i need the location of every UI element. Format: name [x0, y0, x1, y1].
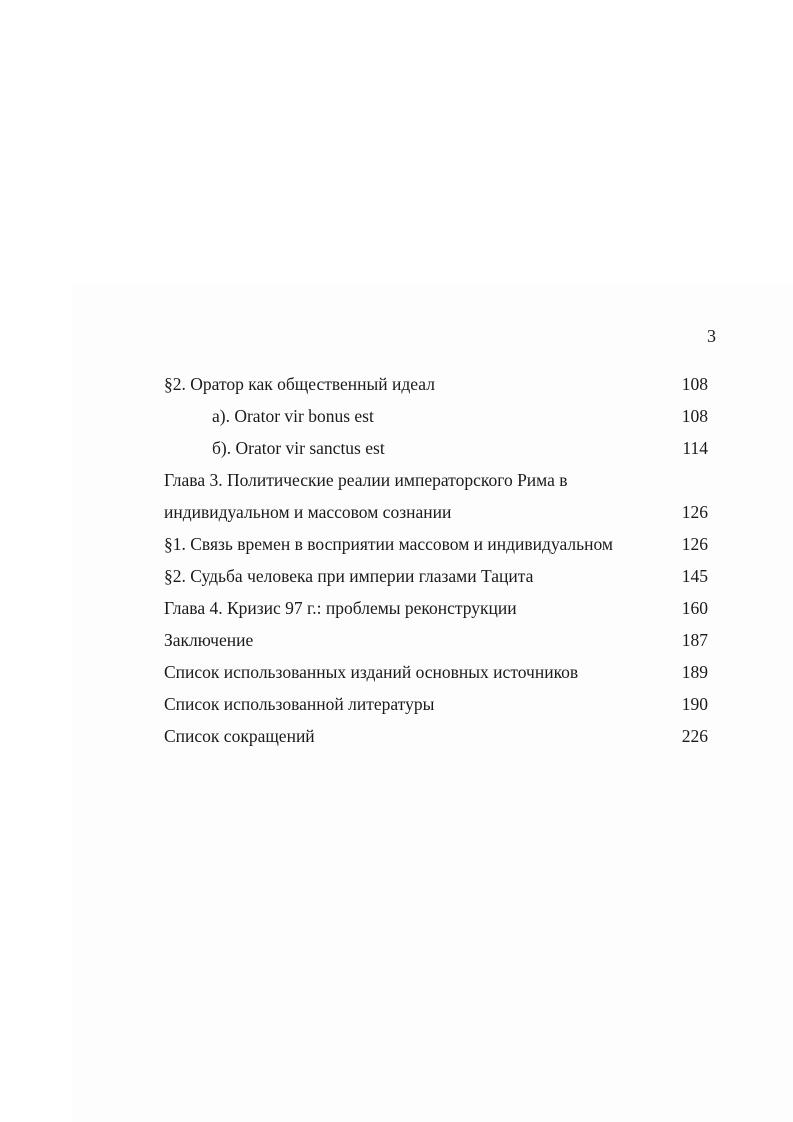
toc-entry: [164, 372, 716, 404]
toc-entry-title: §2. Судьба человека при империи глазами Тацита: [164, 566, 534, 586]
toc-entry-title: Глава 4. Кризис 97 г.: проблемы реконструкции: [164, 598, 517, 618]
toc-entry-page: 160: [681, 598, 708, 618]
toc-entry-page: 226: [681, 726, 708, 746]
toc-entry-page: 145: [681, 566, 708, 586]
toc-entry-page: 187: [681, 630, 708, 650]
toc-entry-title: Заключение: [164, 630, 254, 650]
page-number: 3: [707, 326, 716, 346]
toc-entry-title: б). Orator vir sanctus est: [212, 438, 385, 458]
toc-entry-title: Список использованной литературы: [164, 694, 435, 714]
toc-entry-title: индивидуальном и массовом сознании: [164, 502, 452, 522]
toc-entry: [164, 436, 716, 468]
toc-entry-page: 108: [681, 374, 708, 394]
toc-entry-page: 190: [681, 694, 708, 714]
toc-entry-title: §1. Связь времен в восприятии массовом и индивидуальном: [164, 534, 613, 554]
toc-entry-page: 189: [681, 662, 708, 682]
toc-entry: [164, 404, 716, 436]
toc-entry: [164, 660, 716, 692]
toc-entry: [164, 596, 716, 628]
toc-entry-title: Глава 3. Политические реалии императорского Рима в: [164, 470, 568, 490]
toc-entry: [164, 692, 716, 724]
toc-entry-page: 114: [682, 438, 708, 458]
table-of-contents: [164, 372, 716, 756]
toc-entry: [164, 532, 716, 564]
toc-entry-title: §2. Оратор как общественный идеал: [164, 374, 435, 394]
toc-entry: [164, 564, 716, 596]
toc-entry: [164, 500, 716, 532]
toc-entry-page: 126: [681, 502, 708, 522]
toc-entry: [164, 468, 716, 500]
toc-entry-title: Список сокращений: [164, 726, 315, 746]
toc-entry: [164, 628, 716, 660]
toc-entry-title: Список использованных изданий основных источников: [164, 662, 579, 682]
toc-entry-page: 126: [681, 534, 708, 554]
toc-entry-page: 108: [681, 406, 708, 426]
toc-entry: [164, 724, 716, 756]
toc-entry-title: а). Orator vir bonus est: [212, 406, 374, 426]
